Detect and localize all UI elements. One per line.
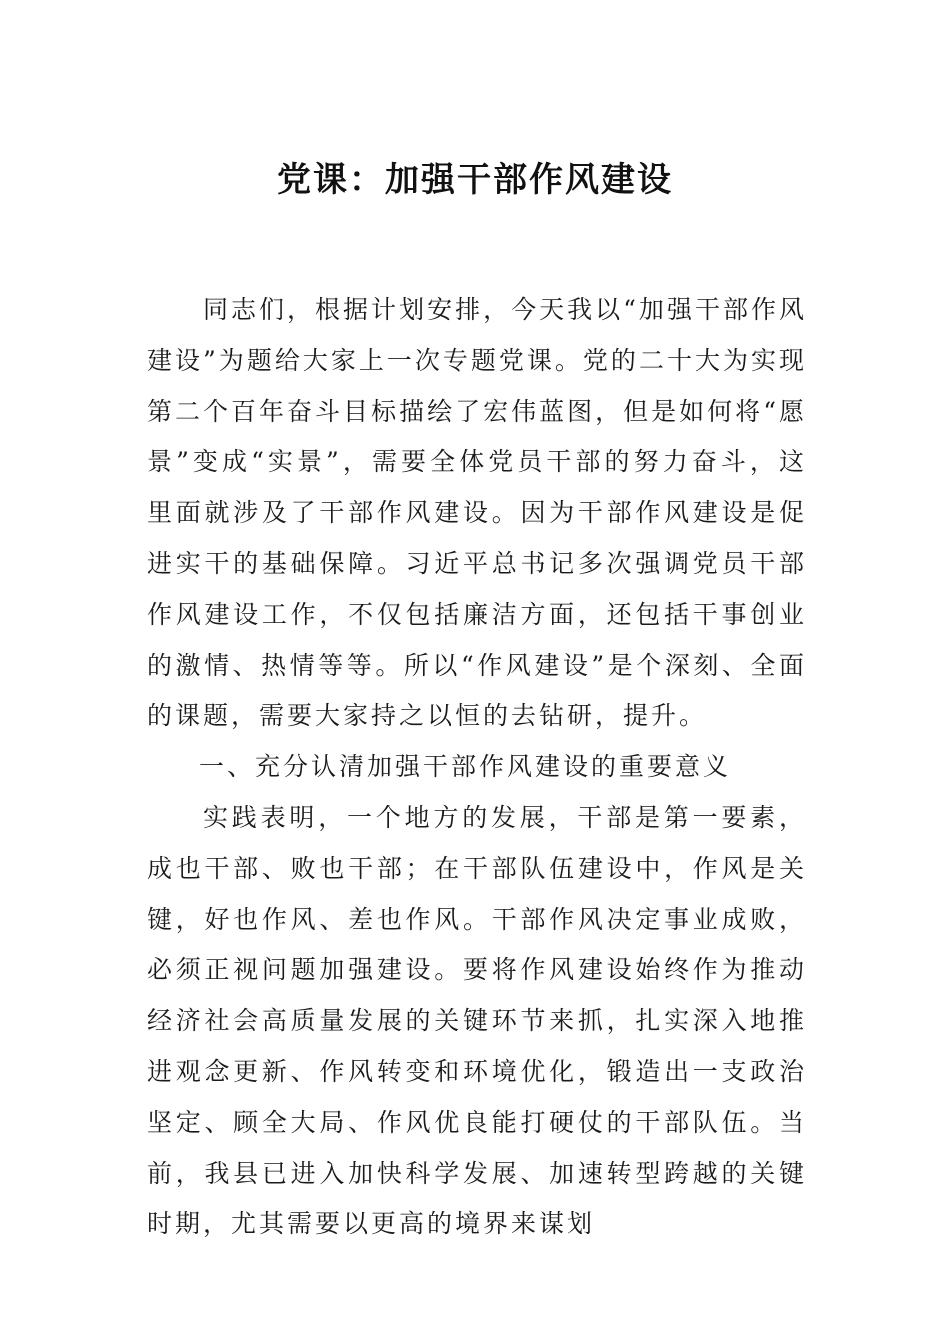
document-title: 党课：加强干部作风建设 xyxy=(277,160,673,200)
document-body xyxy=(147,285,807,1250)
section-heading-1: 一、充分认清加强干部作风建设的重要意义 xyxy=(199,752,732,782)
paragraph-intro: 同志们，根据计划安排，今天我以“加强干部作风建设”为题给大家上一次专题党课。党的二十大为实现第二个百年奋斗目标描绘了宏伟蓝图，但是如何将“愿景”变成“实景”，需要全体党员干部的努力奋斗，这里面就涉及了干部作风建设。因为干部作风建设是促进实干的基础保障。习近平总书记多次强调党员干部作风建设工作，不仅包括廉洁方面，还包括干事创业的激情、热情等等。所以“作风建设”是个深刻、全面的课题，需要大家持之以恒的去钻研，提升。 xyxy=(147,295,807,731)
paragraph-section-1: 实践表明，一个地方的发展，干部是第一要素，成也干部、败也干部；在干部队伍建设中，作风是关键，好也作风、差也作风。干部作风决定事业成败，必须正视问题加强建设。要将作风建设始终作为推动经济社会高质量发展的关键环节来抓，扎实深入地推进观念更新、作风转变和环境优化，锻造出一支政治坚定、顾全大局、作风优良能打硬仗的干部队伍。当前，我县已进入加快科学发展、加速转型跨越的关键时期，尤其需要以更高的境界来谋划 xyxy=(147,802,807,1239)
